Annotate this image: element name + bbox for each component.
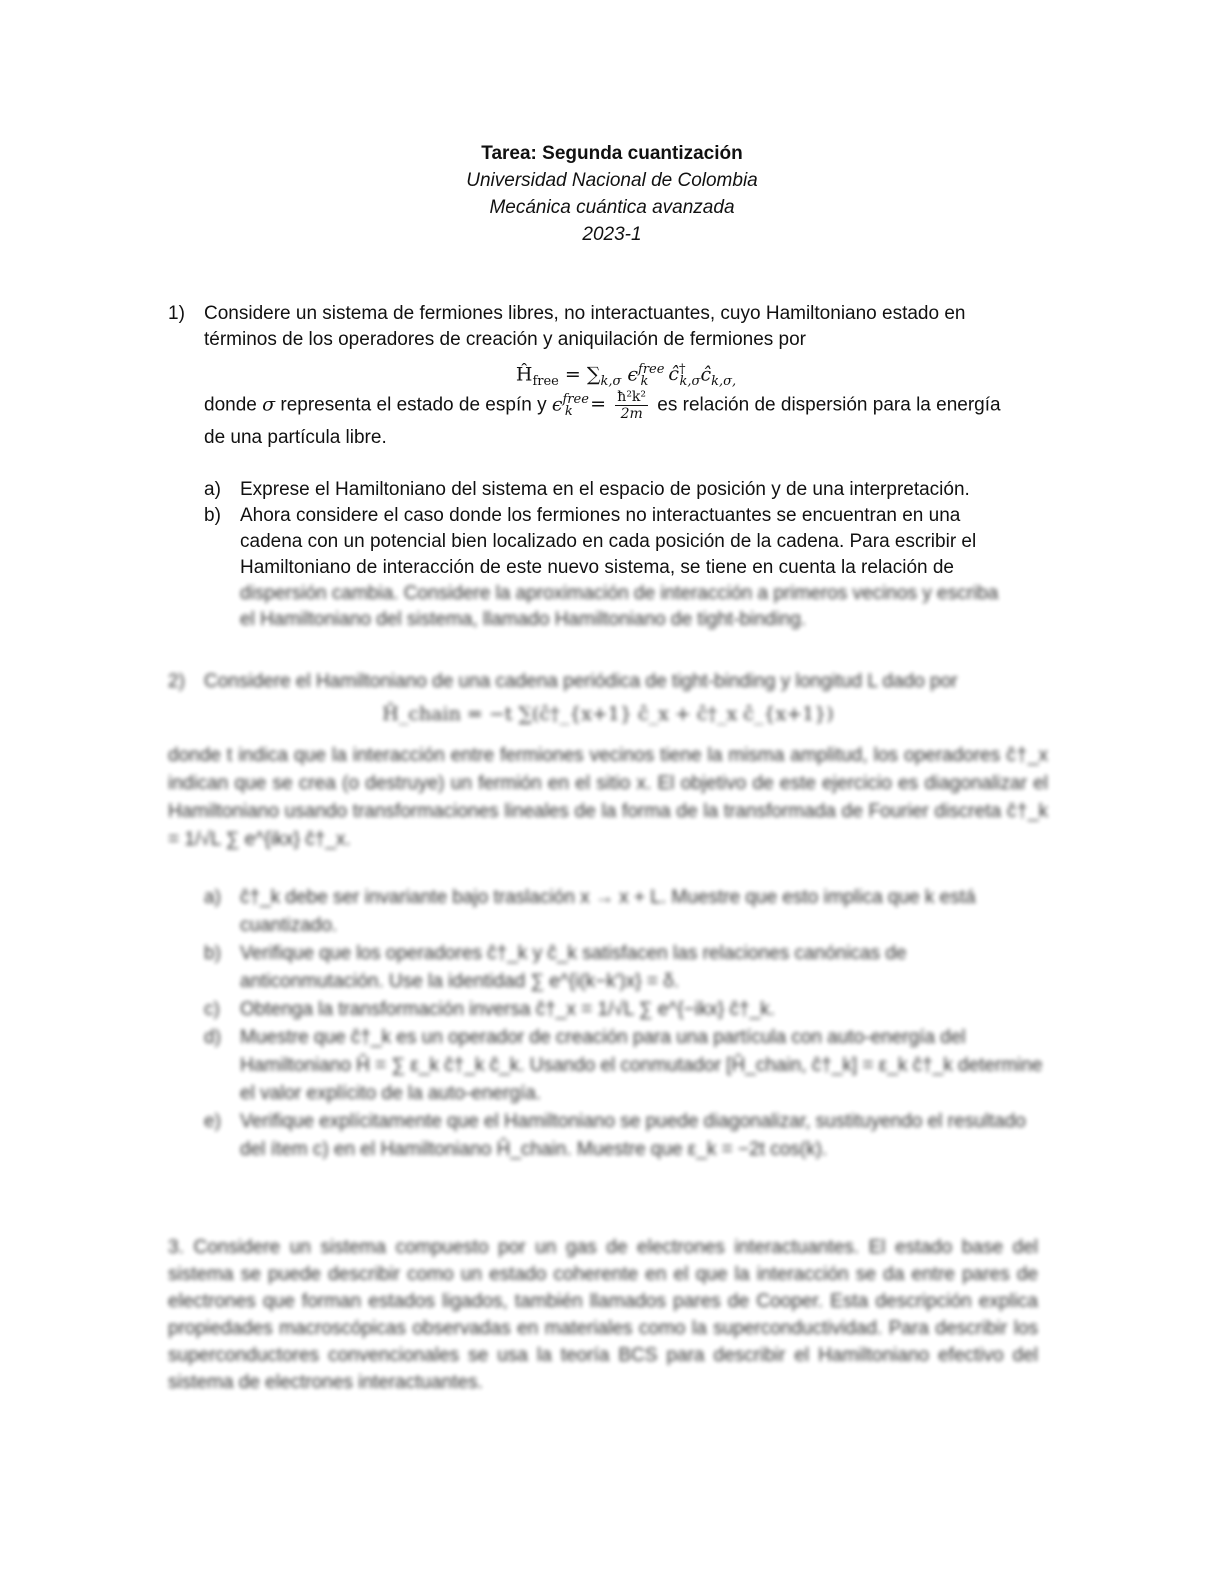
dispersion-relation-line: donde σ representa el estado de espín y $\epsilon^{free}_k$ = $\frac{\text{ħ²k²}}{2m}$ es relación de dispersión para la energía — [204, 388, 1001, 422]
problem-1 — [168, 301, 1048, 633]
problem-1-item-b: b) Ahora considere el caso donde los fermiones no interactuantes se encuentran en una cadena con un potencial bien localizado en cada posición de la cadena. Para escribir el Hamiltoniano de interacción de este nuevo sistema, se tiene en cuenta la relación de dispersión cambia. Considere la aproximación de interacción a primeros vecinos y escriba el Hamiltoniano del sistema, llamado Hamiltoniano de tight-binding. — [204, 503, 1048, 633]
university-name: Universidad Nacional de Colombia — [466, 170, 758, 191]
problem-2-item-a: a) ĉ†_k debe ser invariante bajo traslación x → x + L. Muestre que esto implica que k está cuantizado. — [204, 887, 976, 936]
problem-1-intro-line2: términos de los operadores de creación y aniquilación de fermiones por — [204, 329, 807, 350]
dispersion-fraction: $\frac{\text{ħ²k²}}{2m}$ — [617, 388, 647, 422]
document-title: Tarea: Segunda cuantización — [481, 143, 743, 164]
problem-2-item-c: c) Obtenga la transformación inversa ĉ†_x = 1/√L ∑ e^{−ikx} ĉ†_k. — [204, 999, 775, 1020]
problem-1-number: 1) — [168, 303, 185, 324]
problem-1-item-b-blurred: dispersión cambia. Considere la aproximación de interacción a primeros vecinos y escriba el Hamiltoniano del sistema, llamado Hamiltoniano de tight-binding. — [240, 583, 999, 631]
document-header — [0, 140, 1224, 248]
problem-1-intro-line1: Considere un sistema de fermiones libres, no interactuantes, cuyo Hamiltoniano estado en — [204, 303, 966, 324]
free-hamiltonian-equation: $Ĥ_{free} = \sum_{k,\sigma}$ $\epsilon^{free}_k$ $ĉ^\dagger_{k,\sigma}ĉ_{k,\sigma,}$ — [515, 362, 737, 390]
problem-2 — [168, 668, 1048, 1164]
problem-2-intro: Considere el Hamiltoniano de una cadena periódica de tight-binding y longitud L dado por — [204, 671, 958, 692]
problem-1-item-a: a) Exprese el Hamiltoniano del sistema en el espacio de posición y de una interpretación. — [204, 479, 970, 501]
problem-2-item-d: d) Muestre que ĉ†_k es un operador de creación para una partícula con auto-energía del Hamiltoniano Ĥ = ∑ ε_k ĉ†_k ĉ_k. Usando el conmutador [Ĥ_chain, ĉ†_k] = ε_k ĉ†_k determine el valor explícito de la auto-energía. — [204, 1027, 1043, 1104]
chain-hamiltonian-equation: Ĥ_chain = −t ∑(ĉ†_{x+1} ĉ_x + ĉ†_x ĉ_{x+1}) — [382, 703, 834, 725]
problem-2-item-e: e) Verifique explícitamente que el Hamiltoniano se puede diagonalizar, sustituyendo el resultado del ítem c) en el Hamiltoniano Ĥ_chain. Muestre que ε_k = −2t cos(k). — [204, 1111, 1026, 1160]
dispersion-relation-line2: de una partícula libre. — [204, 427, 387, 449]
problem-2-number: 2) — [168, 671, 185, 692]
problem-2-paragraph: donde t indica que la interacción entre fermiones vecinos tiene la misma amplitud, los operadores ĉ†_x indican que se crea (o destruye) un fermión en el sitio x. El objetivo de este ejercicio es diagonalizar el Hamiltoniano usando transformaciones lineales de la forma de la transformada de Fourier discreta ĉ†_k = 1/√L ∑ e^{ikx} ĉ†_x. — [168, 745, 1048, 850]
course-name: Mecánica cuántica avanzada — [489, 197, 735, 218]
term: 2023-1 — [582, 224, 642, 245]
problem-2-item-b: b) Verifique que los operadores ĉ†_k y ĉ_k satisfacen las relaciones canónicas de anticonmutación. Use la identidad ∑ e^{i(k−k')x} = δ. — [204, 943, 907, 992]
problem-3-text: 3. Considere un sistema compuesto por un gas de electrones interactuantes. El estado base del sistema se puede describir como un estado coherente en el que la interacción se da entre pares de electrones que forman estados ligados, también llamados pares de Cooper. Esta descripción explica propiedades macroscópicas observadas en materiales como la superconductividad. Para describir los superconductores convencionales se usa la teoría BCS para describir el Hamiltoniano efectivo del sistema de electrones interactuantes. — [168, 1237, 1038, 1393]
problem-3 — [168, 1234, 1038, 1396]
